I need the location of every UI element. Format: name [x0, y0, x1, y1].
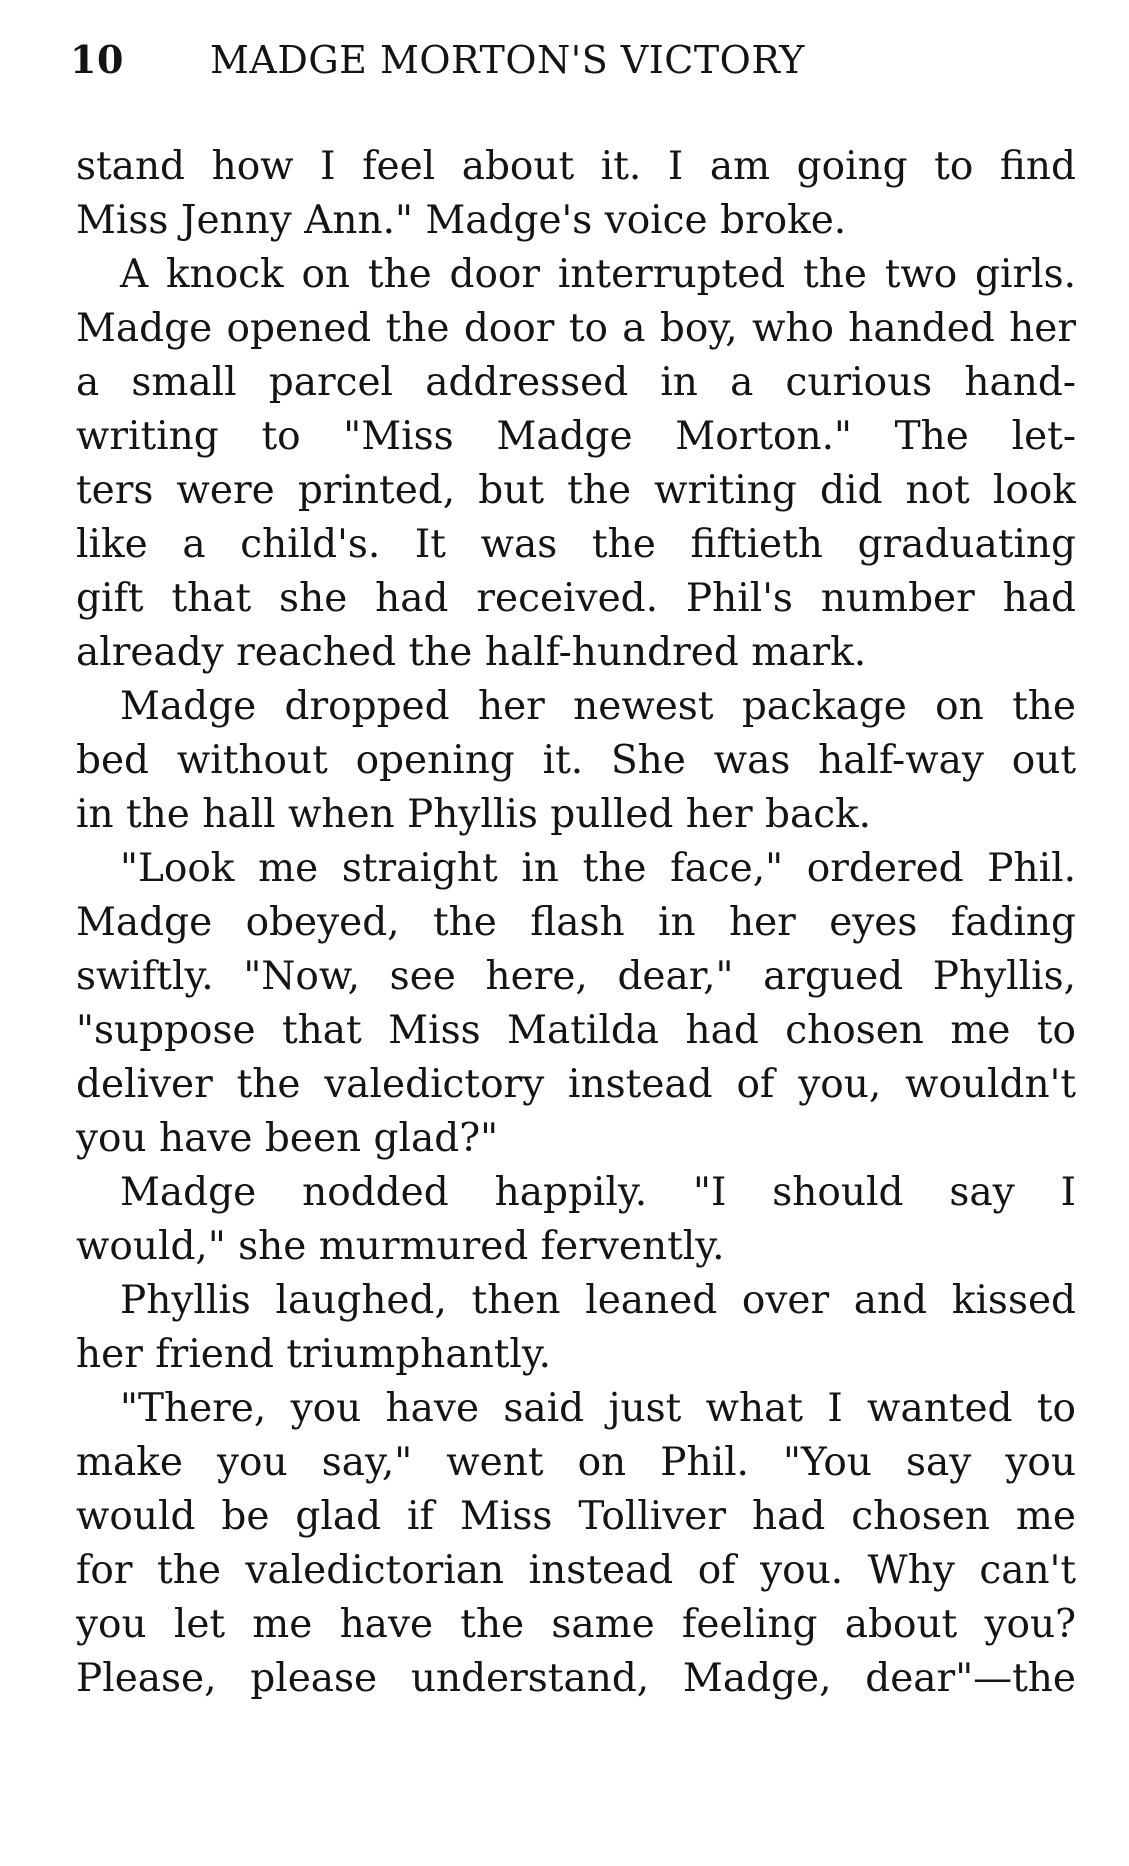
- page-number: 10: [70, 37, 124, 82]
- text-line: Madge obeyed, the flash in her eyes fading: [76, 900, 1076, 945]
- text-line: ters were printed, but the writing did not look: [76, 468, 1076, 513]
- running-title: MADGE MORTON'S VICTORY: [210, 38, 805, 82]
- text-line: make you say," went on Phil. "You say you: [76, 1440, 1076, 1485]
- text-line: in the hall when Phyllis pulled her back.: [76, 792, 872, 837]
- text-line: bed without opening it. She was half-way out: [76, 738, 1076, 783]
- text-line: writing to "Miss Madge Morton." The let-: [76, 414, 1076, 459]
- text-line: Madge opened the door to a boy, who handed her: [76, 306, 1076, 351]
- text-line: "suppose that Miss Matilda had chosen me to: [76, 1008, 1076, 1053]
- text-line: you have been glad?": [76, 1116, 499, 1161]
- running-head: [70, 30, 1070, 90]
- text-line: Miss Jenny Ann." Madge's voice broke.: [76, 198, 847, 243]
- text-line: Phyllis laughed, then leaned over and kissed: [120, 1278, 1076, 1323]
- text-line: for the valedictorian instead of you. Why can't: [76, 1548, 1076, 1593]
- text-line: Madge dropped her newest package on the: [120, 684, 1076, 729]
- text-line: like a child's. It was the fiftieth graduating: [76, 522, 1076, 567]
- text-line: her friend triumphantly.: [76, 1332, 552, 1377]
- text-line: "Look me straight in the face," ordered Phil.: [120, 846, 1076, 891]
- text-line: deliver the valedictory instead of you, wouldn't: [76, 1062, 1076, 1107]
- text-line: swiftly. "Now, see here, dear," argued Phyllis,: [76, 954, 1076, 999]
- text-line: you let me have the same feeling about you?: [76, 1602, 1076, 1647]
- text-line: would be glad if Miss Tolliver had chosen me: [76, 1494, 1076, 1539]
- text-line: stand how I feel about it. I am going to find: [76, 144, 1076, 189]
- body-text: [76, 140, 1076, 1820]
- text-line: a small parcel addressed in a curious hand-: [76, 360, 1076, 405]
- text-line: already reached the half-hundred mark.: [76, 630, 867, 675]
- text-line: gift that she had received. Phil's number had: [76, 576, 1076, 621]
- text-line: "There, you have said just what I wanted to: [120, 1386, 1076, 1431]
- text-line: Madge nodded happily. "I should say I: [120, 1170, 1076, 1215]
- text-line: would," she murmured fervently.: [76, 1224, 725, 1269]
- text-line: A knock on the door interrupted the two girls.: [120, 252, 1076, 297]
- text-line: Please, please understand, Madge, dear"—the: [76, 1656, 1076, 1701]
